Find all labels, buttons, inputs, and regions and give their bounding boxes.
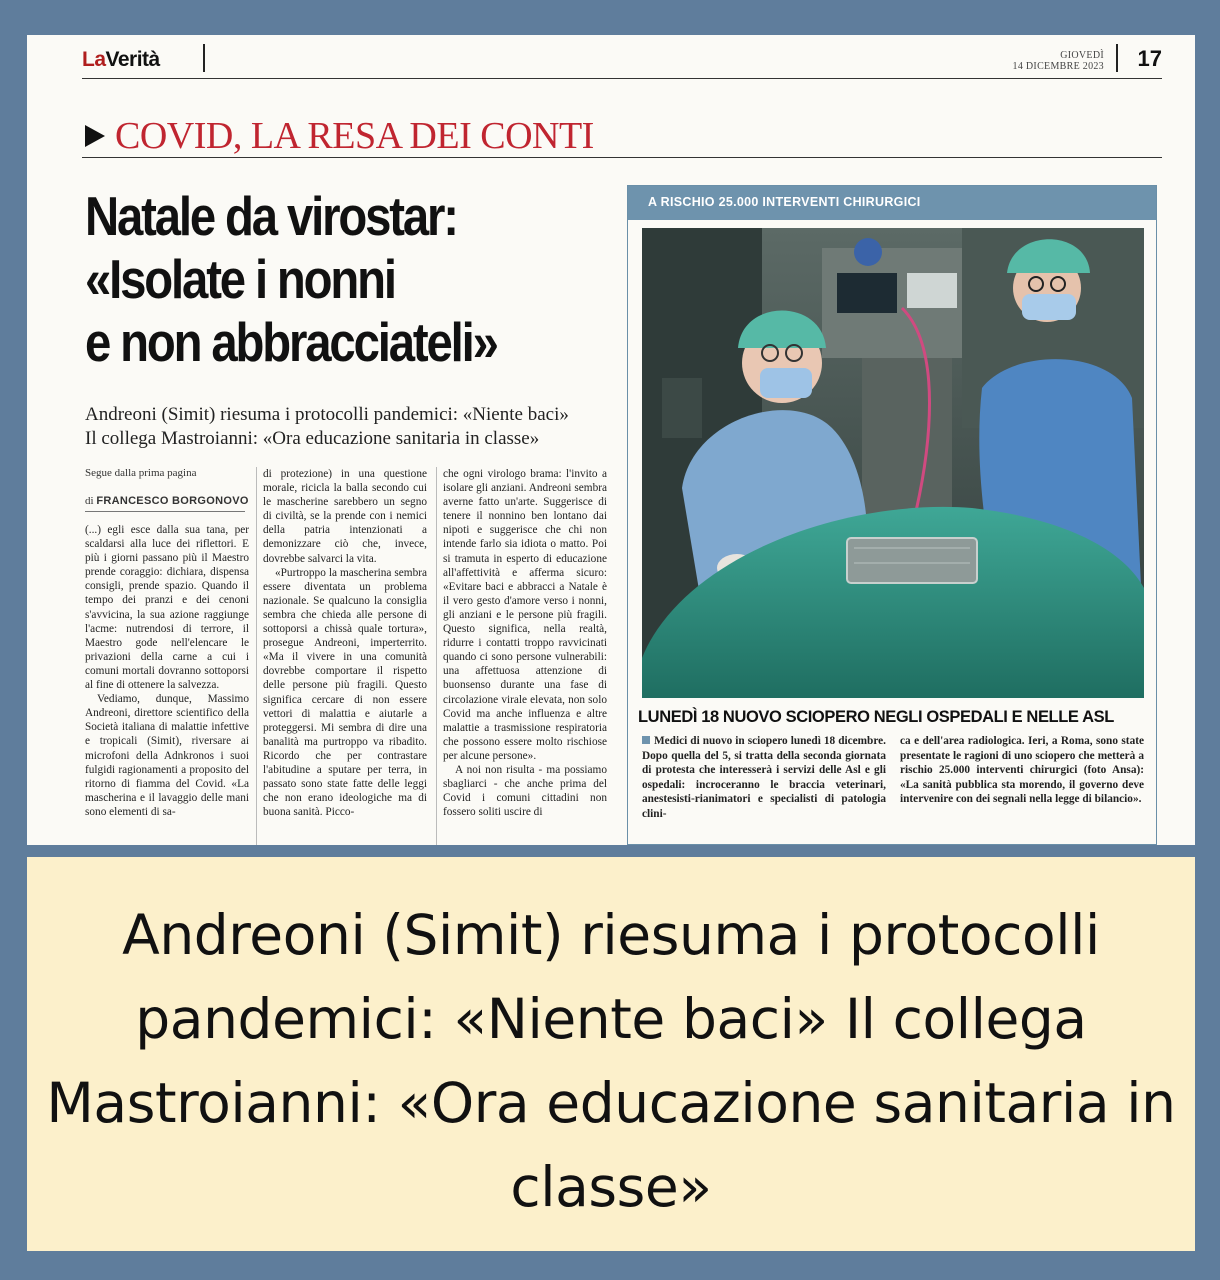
weekday: GIOVEDÌ [1060,50,1104,61]
article-headline [85,185,567,374]
section-title: COVID, LA RESA DEI CONTI [115,115,594,157]
continued-note: Segue dalla prima pagina [85,467,197,479]
headline-line: Natale da virostar: [85,185,457,247]
byline-rule [85,511,245,512]
caption-panel [27,857,1195,1251]
author: FRANCESCO BORGONOVO [96,495,249,507]
photo-box [627,185,1157,845]
photo-label: A RISCHIO 25.000 INTERVENTI CHIRURGICI [628,186,1156,220]
bullet-square-icon [642,736,650,744]
surgery-photo [642,228,1144,698]
article-column-2 [263,467,427,819]
article-subhead [85,403,645,451]
surgery-photo-illustration [642,228,1144,698]
column-divider [436,467,437,845]
section-rule [82,157,1162,158]
page-divider [1116,44,1118,72]
date: 14 DICEMBRE 2023 [1012,61,1104,72]
paragraph: Vediamo, dunque, Massimo Andreoni, direttore scientifico della Società italiana di malattie infettive e tropicali (Simit), riversare ai microfoni della Adnkronos i suoi fulgidi ragionamenti a proposito del ritorno di fiamma del Covid. «La mascherina e il lavaggio delle mani sono elementi di sa- [85,693,249,818]
byline: di FRANCESCO BORGONOVO [85,495,249,507]
paragraph: «Purtroppo la mascherina sembra essere diventata un problema nazionale. Se qualcuno la consiglia sembra che chieda alle persone di sottoporsi a chissà quale tortura», prosegue Andreoni, imperterrito. «Ma il vivere in una comunità dovrebbe comportare il rispetto delle persone più fragili. Questo significa cercare di non essere vettori di malattia e aiutarle a proteggersi. Mi sembra di dire una banalità ma purtroppo va ribadito. Ricordo che per contrastare l'abitudine a sputare per terra, in passato sono state fatte delle leggi che non erano ideologiche ma di buona sanità. Picco- [263,566,427,819]
photo-box-text-right: ca e dell'area radiologica. Ieri, a Roma, sono state presentate le ragioni di uno sciopero che metterà a rischio 25.000 interventi chirurgici (foto Ansa): «La sanità pubblica sta morendo, il governo deve intervenire con dei segnali nella legge di bilancio». [900,735,1144,805]
headline-line: «Isolate i nonni [85,248,395,310]
newspaper-logo: LaVerità [82,48,160,71]
masthead-rule [82,78,1162,79]
issue-date [1013,50,1104,72]
article-column-3 [443,467,607,819]
caption-text: Andreoni (Simit) riesuma i protocolli pandemici: «Niente baci» Il collega Mastroianni: «Ora educazione sanitaria in classe» [46,903,1176,1219]
newspaper-clipping [27,35,1195,845]
subhead-line: Il collega Mastroianni: «Ora educazione sanitaria in classe» [85,428,540,449]
paragraph: di protezione) in una questione morale, ricicla la balla secondo cui le mascherine sarebbero un segno di civiltà, se la prende con i nemici della patria intenzionati a demonizzare ciò che, invece, dovrebbe salvarci la vita. [263,468,427,565]
column-divider [256,467,257,845]
subhead-line: Andreoni (Simit) riesuma i protocolli pandemici: «Niente baci» [85,404,569,425]
photo-box-text-left: Medici di nuovo in sciopero lunedì 18 dicembre. Dopo quella del 5, si tratta della seconda giornata di protesta che interesserà i servizi delle Asl e gli ospedali: incroceranno le braccia veterinari, anestesisti-rianimatori e specialisti di patologia clini- [642,735,886,820]
page-number: 17 [1137,46,1162,71]
headline-line: e non abbracciateli» [85,311,497,373]
photo-box-headline: LUNEDÌ 18 NUOVO SCIOPERO NEGLI OSPEDALI E NELLE ASL [638,708,1114,726]
article-column-1 [85,523,249,819]
masthead [82,40,1162,80]
paragraph: che ogni virologo brama: l'invito a isolare gli anziani. Andreoni sembra averne fatto un'arte. Suggerisce di tenere il nonnino ben lontano dai nipoti e suggerisce che chi non intende farlo sia idiota o matto. Poi si tramuta in esperto di educazione all'affettività e afferma sicuro: «Evitare baci e abbracci a Natale è il vero gesto d'amore verso i nonni, gli anziani e le persone più fragili. Questo significa, nella realtà, ridurre i contatti troppo ravvicinati quando ci sono persone vulnerabili: una affettuosa attenzione di buonsenso durante una fase di circolazione virale elevata, non solo Covid ma anche influenza e altre malattie a trasmissione respiratoria che possono essere molto rischiose per alcune persone». [443,468,607,762]
section-arrow-icon [85,125,105,147]
masthead-divider [203,44,205,72]
paragraph: A noi non risulta - ma possiamo sbagliarci - che anche prima del Covid i comuni cittadini non fossero soliti uscire di [443,763,607,819]
paragraph: (...) egli esce dalla sua tana, per scaldarsi alla luce dei riflettori. E più i giorni passano più il Maestro prende coraggio: dichiara, dispensa consigli, prende spazio. Quando il tempo dei pranzi e dei cenoni s'avvicina, la sua azione raggiunge l'acme: nutrendosi di terrore, il Maestro gode nell'elencare le privazioni della carne a cui i comuni mortali dovranno sottoporsi al fine di ottenere la salvezza. [85,524,249,692]
